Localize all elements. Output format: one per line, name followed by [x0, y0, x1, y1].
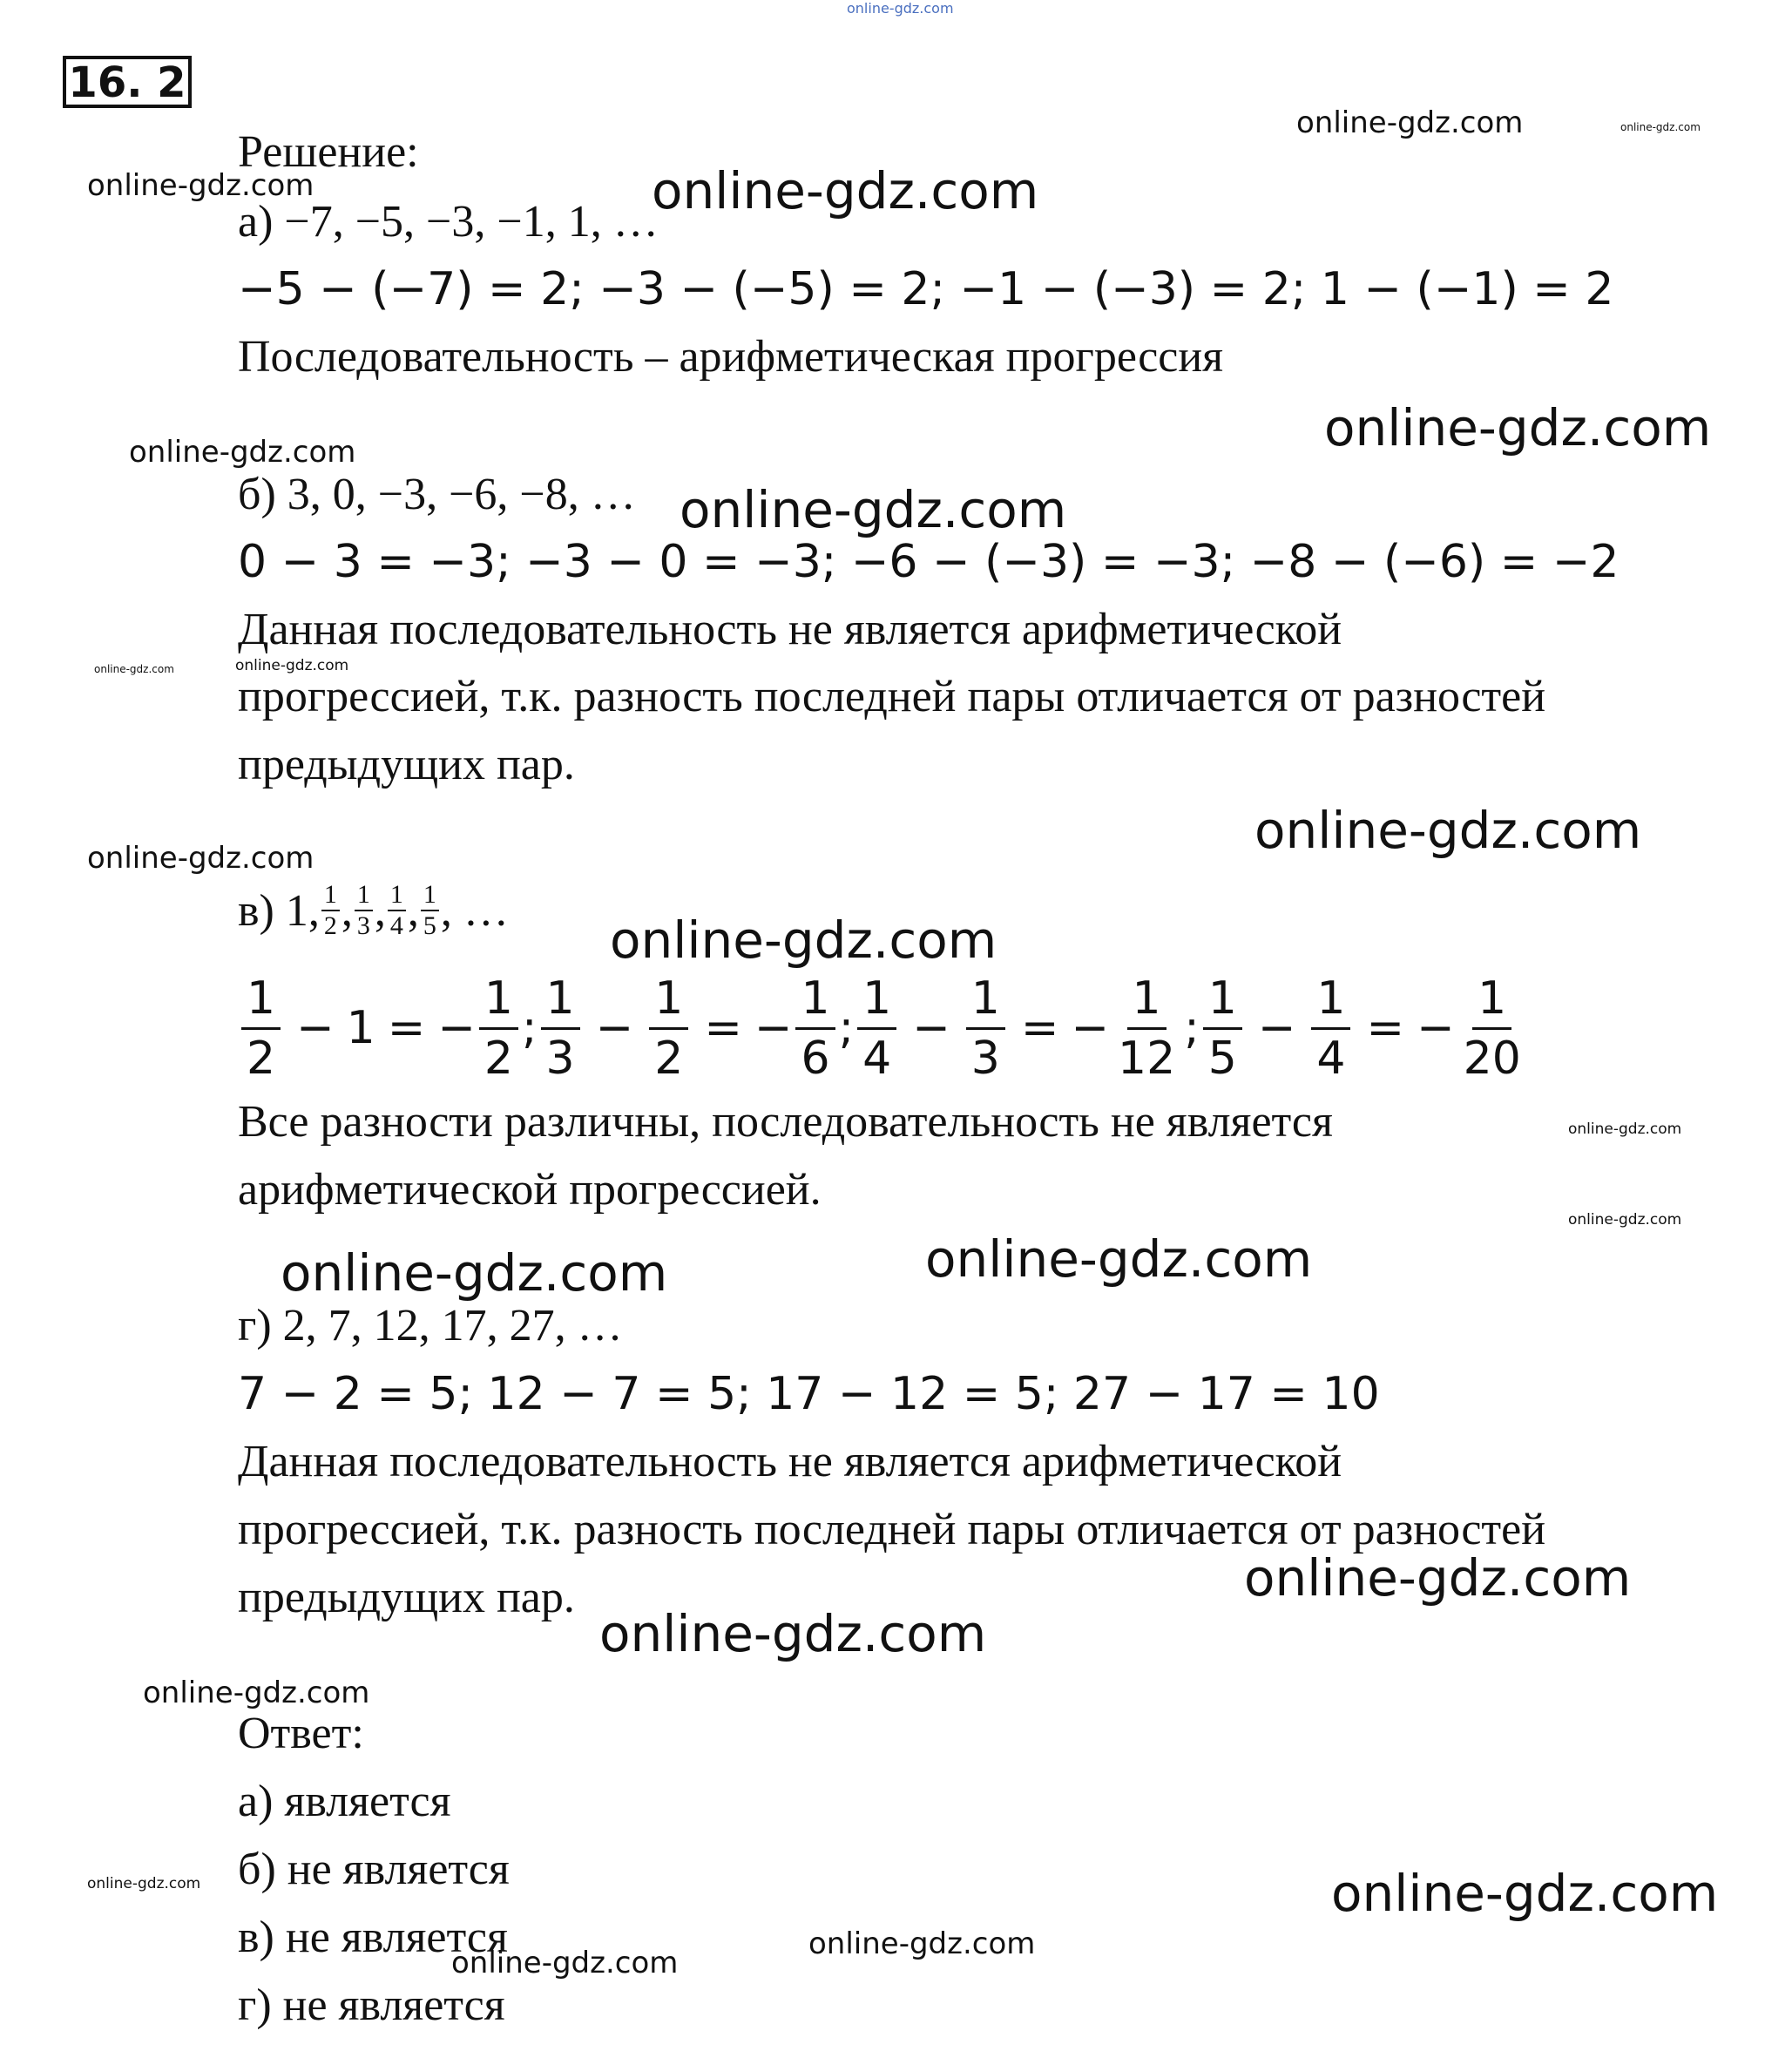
answer-a: а) является	[238, 1777, 451, 1826]
watermark: online-gdz.com	[87, 168, 314, 203]
watermark: online-gdz.com	[652, 161, 1039, 220]
watermark: online-gdz.com	[451, 1946, 679, 1980]
part-b-sequence: б) 3, 0, −3, −6, −8, …	[238, 470, 636, 519]
seq-fraction: $\frac{1}{2}$	[321, 880, 340, 941]
fraction: $\frac{1}{5}$	[1203, 970, 1242, 1087]
part-v-conclusion-2: арифметической прогрессией.	[238, 1165, 822, 1215]
watermark: online-gdz.com	[281, 1243, 668, 1303]
part-a-differences: −5 − (−7) = 2; −3 − (−5) = 2; −1 − (−3) = 2; 1 − (−1) = 2	[238, 263, 1614, 315]
part-v-differences: $\frac{1}{2}$ − 1 = − $\frac{1}{2}$ ; $\frac{1}{3}$ − $\frac{1}{2}$ = − $\frac{1}{6}$ ; $\frac{1}{4}$ − $\frac{1}{3}$ = − $\frac{1}{12}$ ; $\frac{1}{5}$ − $\frac{1}{4}$ = − $\frac{1}{20}$	[238, 963, 1530, 1093]
watermark: online-gdz.com	[87, 841, 314, 876]
watermark: online-gdz.com	[925, 1229, 1313, 1289]
watermark: online-gdz.com	[1244, 1548, 1632, 1608]
watermark: online-gdz.com	[1568, 1120, 1682, 1138]
watermark: online-gdz.com	[680, 480, 1067, 539]
fraction: $\frac{1}{6}$	[795, 970, 835, 1087]
fraction: $\frac{1}{2}$	[479, 970, 518, 1087]
watermark: online-gdz.com	[1331, 1864, 1719, 1923]
part-a-conclusion: Последовательность – арифметическая прогрессия	[238, 332, 1224, 382]
watermark: online-gdz.com	[1324, 398, 1712, 457]
fraction: $\frac{1}{3}$	[541, 970, 580, 1087]
answer-b: б) не является	[238, 1845, 510, 1894]
part-v-sequence: в) 1, $\frac{1}{2}$ , $\frac{1}{3}$ , $\frac{1}{4}$ , $\frac{1}{5}$ , …	[238, 880, 509, 940]
watermark: online-gdz.com	[1296, 105, 1524, 140]
part-a-sequence: а) −7, −5, −3, −1, 1, …	[238, 197, 659, 247]
watermark: online-gdz.com	[808, 1926, 1036, 1961]
watermark: online-gdz.com	[129, 435, 356, 470]
watermark: online-gdz.com	[1568, 1211, 1682, 1229]
fraction: $\frac{1}{12}$	[1112, 970, 1180, 1087]
fraction: $\frac{1}{3}$	[966, 970, 1005, 1087]
answer-label: Ответ:	[238, 1709, 364, 1758]
part-b-conclusion-3: предыдущих пар.	[238, 740, 575, 789]
part-g-conclusion-3: предыдущих пар.	[238, 1573, 575, 1622]
problem-number: 16. 2	[63, 56, 192, 108]
part-g-conclusion-1: Данная последовательность не является арифметической	[238, 1437, 1342, 1486]
fraction: $\frac{1}{2}$	[649, 970, 688, 1087]
part-g-conclusion-2: прогрессией, т.к. разность последней пары отличается от разностей	[238, 1505, 1546, 1554]
answer-v: в) не является	[238, 1912, 508, 1962]
part-g-differences: 7 − 2 = 5; 12 − 7 = 5; 17 − 12 = 5; 27 − 17 = 10	[238, 1368, 1380, 1420]
part-v-conclusion-1: Все разности различны, последовательность не является	[238, 1097, 1333, 1147]
watermark: online-gdz.com	[1254, 801, 1642, 860]
fraction: $\frac{1}{2}$	[241, 970, 281, 1087]
watermark: online-gdz.com	[599, 1604, 987, 1663]
fraction: $\frac{1}{4}$	[1311, 970, 1350, 1087]
fraction: $\frac{1}{4}$	[857, 970, 896, 1087]
part-v-tail: , …	[440, 885, 509, 936]
fraction: $\frac{1}{20}$	[1458, 970, 1526, 1087]
watermark: online-gdz.com	[235, 657, 349, 674]
seq-fraction: $\frac{1}{3}$	[355, 880, 373, 941]
watermark: online-gdz.com	[143, 1676, 370, 1710]
solution-label: Решение:	[238, 127, 419, 177]
watermark: online-gdz.com	[847, 0, 954, 17]
part-b-differences: 0 − 3 = −3; −3 − 0 = −3; −6 − (−3) = −3; −8 − (−6) = −2	[238, 536, 1620, 588]
part-b-conclusion-1: Данная последовательность не является арифметической	[238, 605, 1342, 654]
watermark: online-gdz.com	[1620, 121, 1701, 133]
watermark: online-gdz.com	[610, 911, 997, 970]
answer-g: г) не является	[238, 1980, 505, 2030]
watermark: online-gdz.com	[87, 1875, 201, 1892]
seq-fraction: $\frac{1}{4}$	[388, 880, 406, 941]
part-g-sequence: г) 2, 7, 12, 17, 27, …	[238, 1301, 623, 1351]
part-v-prefix: в) 1,	[238, 885, 320, 936]
watermark: online-gdz.com	[94, 663, 174, 675]
part-b-conclusion-2: прогрессией, т.к. разность последней пары отличается от разностей	[238, 672, 1546, 721]
seq-fraction: $\frac{1}{5}$	[421, 880, 439, 941]
